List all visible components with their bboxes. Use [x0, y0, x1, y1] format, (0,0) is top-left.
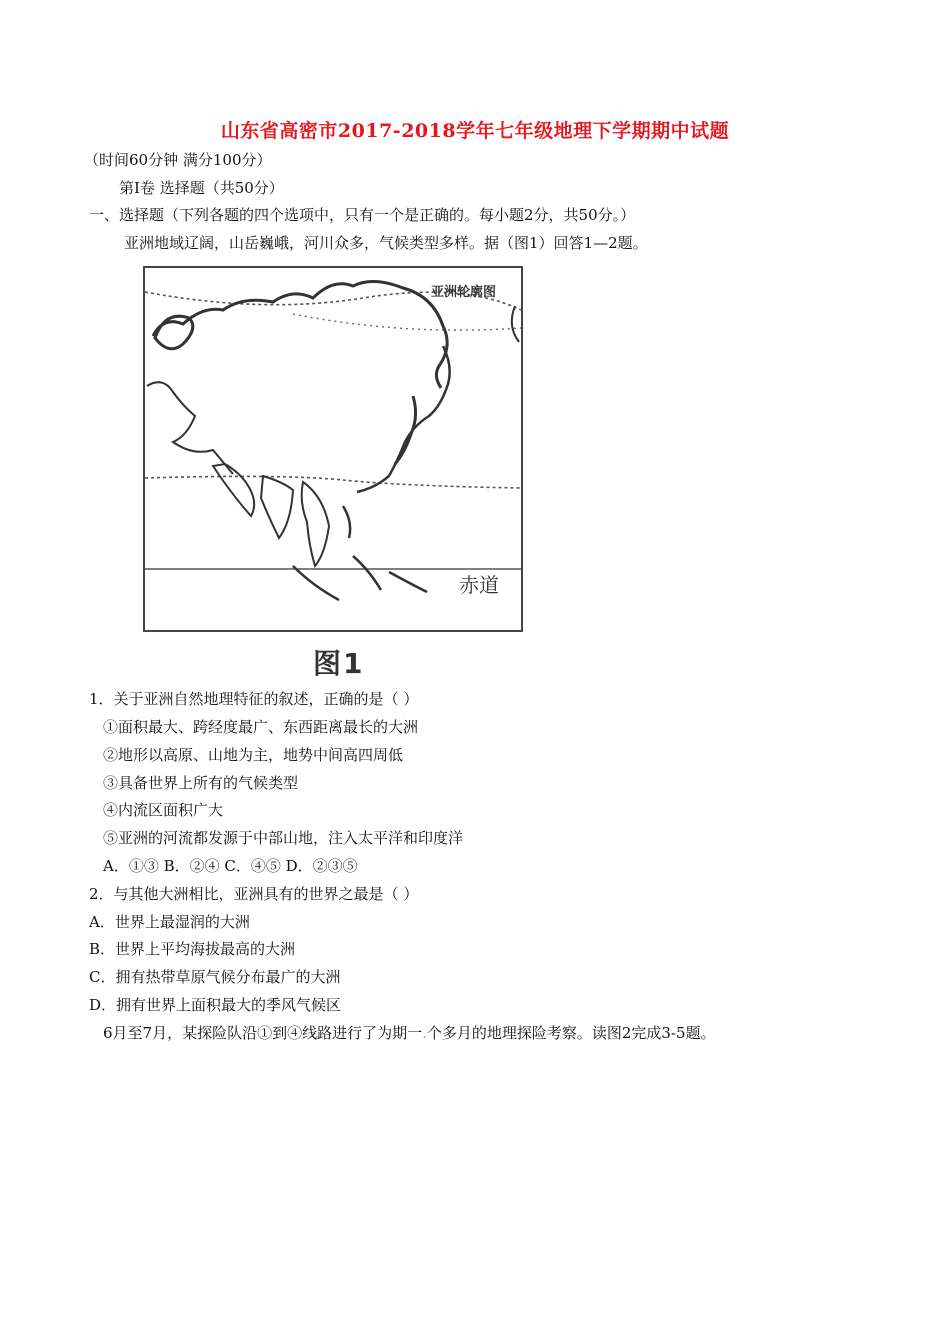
q1-statement-4: ④内流区面积广大	[103, 801, 224, 819]
q1-options: A．①③ B．②④ C．④⑤ D．②③⑤	[103, 857, 358, 875]
part-heading: 一、选择题（下列各题的四个选项中，只有一个是正确的。每小题2分，共50分。）	[89, 206, 636, 224]
intro2-part-a: 6月至7月，某探险队沿①到④线路进行了为期一	[103, 1024, 423, 1042]
question-1-stem: 1．关于亚洲自然地理特征的叙述，正确的是（ ）	[89, 690, 419, 708]
map-title-label: 亚洲轮廓图	[431, 285, 497, 300]
asia-outline-map	[143, 266, 523, 632]
q2-option-c: C．拥有热带草原气候分布最广的大洲	[89, 968, 341, 986]
q1-statement-1: ①面积最大、跨经度最广、东西距离最长的大洲	[103, 718, 419, 736]
exam-meta: （时间60分钟 满分100分）	[84, 151, 272, 169]
intro-paragraph-1: 亚洲地域辽阔，山岳巍峨，河川众多，气候类型多样。据（图1）回答1—2题。	[124, 234, 648, 252]
q1-statement-5: ⑤亚洲的河流都发源于中部山地，注入太平洋和印度洋	[103, 829, 464, 847]
equator-label: 赤道	[459, 573, 499, 597]
q1-statement-2: ②地形以高原、山地为主，地势中间高四周低	[103, 746, 404, 764]
figure-caption: 图1	[313, 647, 365, 680]
intro2-dot: .	[422, 1024, 427, 1042]
section-heading: 第Ⅰ卷 选择题（共50分）	[119, 179, 284, 197]
page-title: 山东省高密市2017-2018学年七年级地理下学期期中试题	[220, 120, 730, 142]
intro2-part-b: 个多月的地理探险考察。读图2完成3-5题。	[426, 1024, 716, 1042]
q2-option-d: D．拥有世界上面积最大的季风气候区	[89, 996, 342, 1014]
q1-statement-3: ③具备世界上所有的气候类型	[103, 774, 299, 792]
intro-paragraph-2	[103, 1023, 716, 1043]
question-2-stem: 2．与其他大洲相比，亚洲具有的世界之最是（ ）	[89, 885, 419, 903]
q2-option-b: B．世界上平均海拔最高的大洲	[89, 940, 296, 958]
q2-option-a: A．世界上最湿润的大洲	[89, 913, 250, 931]
